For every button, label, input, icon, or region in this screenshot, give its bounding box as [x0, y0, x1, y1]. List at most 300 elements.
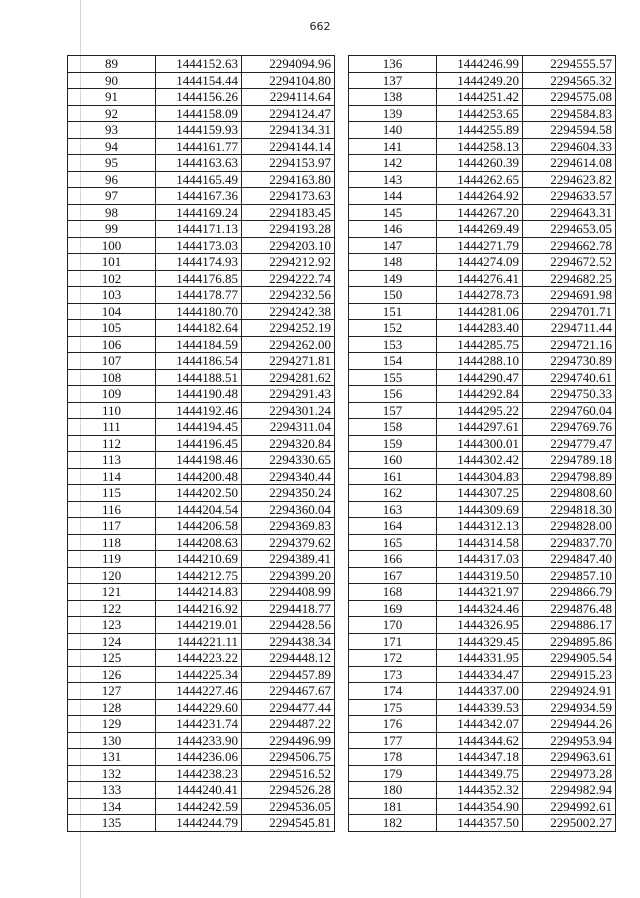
x-coordinate-cell: 1444297.61	[437, 419, 523, 436]
table-row	[349, 105, 616, 122]
x-coordinate-cell: 1444274.09	[437, 254, 523, 271]
point-number-cell: 121	[68, 584, 156, 601]
x-coordinate-cell: 1444249.20	[437, 72, 523, 89]
x-coordinate-cell: 1444204.54	[156, 501, 242, 518]
table-row	[349, 815, 616, 832]
table-row	[349, 171, 616, 188]
table-row	[68, 287, 335, 304]
point-number-cell: 100	[68, 237, 156, 254]
table-row	[68, 419, 335, 436]
table-row	[349, 270, 616, 287]
table-row	[68, 650, 335, 667]
point-number-cell: 109	[68, 386, 156, 403]
x-coordinate-cell: 1444352.32	[437, 782, 523, 799]
table-row	[349, 369, 616, 386]
x-coordinate-cell: 1444292.84	[437, 386, 523, 403]
point-number-cell: 105	[68, 320, 156, 337]
point-number-cell: 103	[68, 287, 156, 304]
point-number-cell: 140	[349, 122, 437, 139]
point-number-cell: 135	[68, 815, 156, 832]
y-coordinate-cell: 2294360.04	[242, 501, 335, 518]
point-number-cell: 149	[349, 270, 437, 287]
point-number-cell: 89	[68, 56, 156, 73]
y-coordinate-cell: 2294701.71	[523, 303, 616, 320]
y-coordinate-cell: 2294183.45	[242, 204, 335, 221]
point-number-cell: 146	[349, 221, 437, 238]
y-coordinate-cell: 2294730.89	[523, 353, 616, 370]
x-coordinate-cell: 1444242.59	[156, 798, 242, 815]
point-number-cell: 102	[68, 270, 156, 287]
point-number-cell: 145	[349, 204, 437, 221]
point-number-cell: 177	[349, 732, 437, 749]
y-coordinate-cell: 2294672.52	[523, 254, 616, 271]
y-coordinate-cell: 2294350.24	[242, 485, 335, 502]
x-coordinate-cell: 1444165.49	[156, 171, 242, 188]
point-number-cell: 110	[68, 402, 156, 419]
x-coordinate-cell: 1444194.45	[156, 419, 242, 436]
point-number-cell: 134	[68, 798, 156, 815]
y-coordinate-cell: 2294992.61	[523, 798, 616, 815]
x-coordinate-cell: 1444206.58	[156, 518, 242, 535]
x-coordinate-cell: 1444180.70	[156, 303, 242, 320]
y-coordinate-cell: 2294389.41	[242, 551, 335, 568]
point-number-cell: 98	[68, 204, 156, 221]
y-coordinate-cell: 2294281.62	[242, 369, 335, 386]
x-coordinate-cell: 1444344.62	[437, 732, 523, 749]
table-row	[349, 716, 616, 733]
x-coordinate-cell: 1444174.93	[156, 254, 242, 271]
table-row	[68, 353, 335, 370]
x-coordinate-cell: 1444285.75	[437, 336, 523, 353]
y-coordinate-cell: 2294769.76	[523, 419, 616, 436]
y-coordinate-cell: 2294487.22	[242, 716, 335, 733]
x-coordinate-cell: 1444251.42	[437, 89, 523, 106]
x-coordinate-cell: 1444319.50	[437, 567, 523, 584]
point-number-cell: 179	[349, 765, 437, 782]
y-coordinate-cell: 2294691.98	[523, 287, 616, 304]
y-coordinate-cell: 2294399.20	[242, 567, 335, 584]
point-number-cell: 160	[349, 452, 437, 469]
table-row	[68, 534, 335, 551]
x-coordinate-cell: 1444240.41	[156, 782, 242, 799]
y-coordinate-cell: 2294222.74	[242, 270, 335, 287]
point-number-cell: 120	[68, 567, 156, 584]
x-coordinate-cell: 1444167.36	[156, 188, 242, 205]
x-coordinate-cell: 1444246.99	[437, 56, 523, 73]
y-coordinate-cell: 2294438.34	[242, 633, 335, 650]
point-number-cell: 132	[68, 765, 156, 782]
table-row	[349, 534, 616, 551]
point-number-cell: 173	[349, 666, 437, 683]
point-number-cell: 182	[349, 815, 437, 832]
point-number-cell: 93	[68, 122, 156, 139]
table-row	[349, 303, 616, 320]
y-coordinate-cell: 2294291.43	[242, 386, 335, 403]
y-coordinate-cell: 2294643.31	[523, 204, 616, 221]
x-coordinate-cell: 1444300.01	[437, 435, 523, 452]
table-row	[349, 287, 616, 304]
x-coordinate-cell: 1444253.65	[437, 105, 523, 122]
table-row	[68, 122, 335, 139]
x-coordinate-cell: 1444271.79	[437, 237, 523, 254]
y-coordinate-cell: 2294876.48	[523, 600, 616, 617]
point-number-cell: 161	[349, 468, 437, 485]
y-coordinate-cell: 2294924.91	[523, 683, 616, 700]
point-number-cell: 124	[68, 633, 156, 650]
table-row	[68, 600, 335, 617]
y-coordinate-cell: 2294953.94	[523, 732, 616, 749]
y-coordinate-cell: 2294575.08	[523, 89, 616, 106]
y-coordinate-cell: 2294506.75	[242, 749, 335, 766]
y-coordinate-cell: 2294973.28	[523, 765, 616, 782]
y-coordinate-cell: 2294711.44	[523, 320, 616, 337]
x-coordinate-cell: 1444210.69	[156, 551, 242, 568]
table-row	[68, 699, 335, 716]
point-number-cell: 180	[349, 782, 437, 799]
x-coordinate-cell: 1444244.79	[156, 815, 242, 832]
table-row	[349, 221, 616, 238]
point-number-cell: 96	[68, 171, 156, 188]
point-number-cell: 92	[68, 105, 156, 122]
x-coordinate-cell: 1444200.48	[156, 468, 242, 485]
x-coordinate-cell: 1444255.89	[437, 122, 523, 139]
x-coordinate-cell: 1444173.03	[156, 237, 242, 254]
point-number-cell: 159	[349, 435, 437, 452]
table-row	[68, 501, 335, 518]
table-row	[68, 303, 335, 320]
table-row	[349, 485, 616, 502]
y-coordinate-cell: 2294614.08	[523, 155, 616, 172]
x-coordinate-cell: 1444158.09	[156, 105, 242, 122]
y-coordinate-cell: 2294271.81	[242, 353, 335, 370]
x-coordinate-cell: 1444208.63	[156, 534, 242, 551]
y-coordinate-cell: 2294915.23	[523, 666, 616, 683]
point-number-cell: 114	[68, 468, 156, 485]
table-row	[68, 551, 335, 568]
table-row	[349, 188, 616, 205]
y-coordinate-cell: 2294828.00	[523, 518, 616, 535]
point-number-cell: 143	[349, 171, 437, 188]
y-coordinate-cell: 2294242.38	[242, 303, 335, 320]
y-coordinate-cell: 2294516.52	[242, 765, 335, 782]
x-coordinate-cell: 1444156.26	[156, 89, 242, 106]
y-coordinate-cell: 2294301.24	[242, 402, 335, 419]
y-coordinate-cell: 2294134.31	[242, 122, 335, 139]
x-coordinate-cell: 1444262.65	[437, 171, 523, 188]
table-row	[68, 188, 335, 205]
table-row	[349, 782, 616, 799]
x-coordinate-cell: 1444238.23	[156, 765, 242, 782]
point-number-cell: 131	[68, 749, 156, 766]
table-row	[349, 353, 616, 370]
x-coordinate-cell: 1444223.22	[156, 650, 242, 667]
y-coordinate-cell: 2294212.92	[242, 254, 335, 271]
y-coordinate-cell: 2294232.56	[242, 287, 335, 304]
y-coordinate-cell: 2294448.12	[242, 650, 335, 667]
point-number-cell: 162	[349, 485, 437, 502]
x-coordinate-cell: 1444258.13	[437, 138, 523, 155]
table-row	[68, 798, 335, 815]
table-row	[349, 336, 616, 353]
point-number-cell: 125	[68, 650, 156, 667]
table-row	[68, 402, 335, 419]
point-number-cell: 141	[349, 138, 437, 155]
point-number-cell: 130	[68, 732, 156, 749]
point-number-cell: 153	[349, 336, 437, 353]
y-coordinate-cell: 2294104.80	[242, 72, 335, 89]
y-coordinate-cell: 2294545.81	[242, 815, 335, 832]
point-number-cell: 178	[349, 749, 437, 766]
x-coordinate-cell: 1444326.95	[437, 617, 523, 634]
x-coordinate-cell: 1444334.47	[437, 666, 523, 683]
table-row	[68, 320, 335, 337]
point-number-cell: 176	[349, 716, 437, 733]
x-coordinate-cell: 1444307.25	[437, 485, 523, 502]
point-number-cell: 168	[349, 584, 437, 601]
table-row	[349, 650, 616, 667]
point-number-cell: 157	[349, 402, 437, 419]
table-row	[68, 666, 335, 683]
table-row	[349, 633, 616, 650]
point-number-cell: 158	[349, 419, 437, 436]
point-number-cell: 101	[68, 254, 156, 271]
table-row	[68, 452, 335, 469]
point-number-cell: 94	[68, 138, 156, 155]
x-coordinate-cell: 1444161.77	[156, 138, 242, 155]
point-number-cell: 129	[68, 716, 156, 733]
point-number-cell: 97	[68, 188, 156, 205]
y-coordinate-cell: 2294847.40	[523, 551, 616, 568]
table-row	[68, 237, 335, 254]
table-row	[68, 221, 335, 238]
point-number-cell: 144	[349, 188, 437, 205]
x-coordinate-cell: 1444225.34	[156, 666, 242, 683]
table-row	[68, 155, 335, 172]
table-row	[68, 254, 335, 271]
y-coordinate-cell: 2294496.99	[242, 732, 335, 749]
table-row	[349, 204, 616, 221]
point-number-cell: 119	[68, 551, 156, 568]
y-coordinate-cell: 2294682.25	[523, 270, 616, 287]
x-coordinate-cell: 1444295.22	[437, 402, 523, 419]
y-coordinate-cell: 2294604.33	[523, 138, 616, 155]
x-coordinate-cell: 1444317.03	[437, 551, 523, 568]
point-number-cell: 123	[68, 617, 156, 634]
point-number-cell: 108	[68, 369, 156, 386]
table-row	[68, 617, 335, 634]
point-number-cell: 137	[349, 72, 437, 89]
x-coordinate-cell: 1444331.95	[437, 650, 523, 667]
point-number-cell: 138	[349, 89, 437, 106]
x-coordinate-cell: 1444347.18	[437, 749, 523, 766]
x-coordinate-cell: 1444178.77	[156, 287, 242, 304]
y-coordinate-cell: 2294934.59	[523, 699, 616, 716]
x-coordinate-cell: 1444324.46	[437, 600, 523, 617]
x-coordinate-cell: 1444329.45	[437, 633, 523, 650]
table-row	[68, 815, 335, 832]
x-coordinate-cell: 1444212.75	[156, 567, 242, 584]
point-number-cell: 174	[349, 683, 437, 700]
y-coordinate-cell: 2294798.89	[523, 468, 616, 485]
table-row	[349, 468, 616, 485]
point-number-cell: 118	[68, 534, 156, 551]
point-number-cell: 170	[349, 617, 437, 634]
table-row	[68, 584, 335, 601]
table-row	[68, 89, 335, 106]
x-coordinate-cell: 1444202.50	[156, 485, 242, 502]
table-row	[68, 518, 335, 535]
table-row	[349, 237, 616, 254]
x-coordinate-cell: 1444283.40	[437, 320, 523, 337]
table-row	[349, 452, 616, 469]
point-number-cell: 147	[349, 237, 437, 254]
x-coordinate-cell: 1444214.83	[156, 584, 242, 601]
y-coordinate-cell: 2294477.44	[242, 699, 335, 716]
point-number-cell: 167	[349, 567, 437, 584]
x-coordinate-cell: 1444196.45	[156, 435, 242, 452]
point-number-cell: 136	[349, 56, 437, 73]
x-coordinate-cell: 1444312.13	[437, 518, 523, 535]
y-coordinate-cell: 2294584.83	[523, 105, 616, 122]
y-coordinate-cell: 2294418.77	[242, 600, 335, 617]
y-coordinate-cell: 2295002.27	[523, 815, 616, 832]
y-coordinate-cell: 2294252.19	[242, 320, 335, 337]
point-number-cell: 117	[68, 518, 156, 535]
point-number-cell: 115	[68, 485, 156, 502]
y-coordinate-cell: 2294536.05	[242, 798, 335, 815]
y-coordinate-cell: 2294594.58	[523, 122, 616, 139]
table-row	[349, 567, 616, 584]
y-coordinate-cell: 2294837.70	[523, 534, 616, 551]
x-coordinate-cell: 1444182.64	[156, 320, 242, 337]
y-coordinate-cell: 2294555.57	[523, 56, 616, 73]
point-number-cell: 150	[349, 287, 437, 304]
table-row	[349, 419, 616, 436]
table-row	[68, 485, 335, 502]
point-number-cell: 111	[68, 419, 156, 436]
point-number-cell: 171	[349, 633, 437, 650]
table-row	[68, 716, 335, 733]
point-number-cell: 90	[68, 72, 156, 89]
point-number-cell: 165	[349, 534, 437, 551]
x-coordinate-cell: 1444219.01	[156, 617, 242, 634]
table-row	[349, 617, 616, 634]
x-coordinate-cell: 1444192.46	[156, 402, 242, 419]
y-coordinate-cell: 2294662.78	[523, 237, 616, 254]
table-row	[349, 138, 616, 155]
table-row	[68, 336, 335, 353]
x-coordinate-cell: 1444171.13	[156, 221, 242, 238]
y-coordinate-cell: 2294633.57	[523, 188, 616, 205]
y-coordinate-cell: 2294428.56	[242, 617, 335, 634]
table-row	[349, 600, 616, 617]
table-row	[68, 468, 335, 485]
table-row	[349, 501, 616, 518]
y-coordinate-cell: 2294526.28	[242, 782, 335, 799]
point-number-cell: 142	[349, 155, 437, 172]
table-row	[349, 666, 616, 683]
y-coordinate-cell: 2294653.05	[523, 221, 616, 238]
point-number-cell: 152	[349, 320, 437, 337]
point-number-cell: 139	[349, 105, 437, 122]
x-coordinate-cell: 1444342.07	[437, 716, 523, 733]
y-coordinate-cell: 2294320.84	[242, 435, 335, 452]
table-row	[349, 683, 616, 700]
x-coordinate-cell: 1444169.24	[156, 204, 242, 221]
x-coordinate-cell: 1444288.10	[437, 353, 523, 370]
x-coordinate-cell: 1444314.58	[437, 534, 523, 551]
x-coordinate-cell: 1444321.97	[437, 584, 523, 601]
x-coordinate-cell: 1444216.92	[156, 600, 242, 617]
table-row	[349, 584, 616, 601]
point-number-cell: 166	[349, 551, 437, 568]
point-number-cell: 181	[349, 798, 437, 815]
y-coordinate-cell: 2294944.26	[523, 716, 616, 733]
y-coordinate-cell: 2294262.00	[242, 336, 335, 353]
y-coordinate-cell: 2294789.18	[523, 452, 616, 469]
x-coordinate-cell: 1444152.63	[156, 56, 242, 73]
y-coordinate-cell: 2294193.28	[242, 221, 335, 238]
table-row	[68, 204, 335, 221]
y-coordinate-cell: 2294094.96	[242, 56, 335, 73]
x-coordinate-cell: 1444357.50	[437, 815, 523, 832]
y-coordinate-cell: 2294866.79	[523, 584, 616, 601]
y-coordinate-cell: 2294721.16	[523, 336, 616, 353]
x-coordinate-cell: 1444349.75	[437, 765, 523, 782]
point-number-cell: 128	[68, 699, 156, 716]
point-number-cell: 127	[68, 683, 156, 700]
table-row	[349, 402, 616, 419]
x-coordinate-cell: 1444281.06	[437, 303, 523, 320]
x-coordinate-cell: 1444229.60	[156, 699, 242, 716]
y-coordinate-cell: 2294808.60	[523, 485, 616, 502]
point-number-cell: 163	[349, 501, 437, 518]
x-coordinate-cell: 1444264.92	[437, 188, 523, 205]
y-coordinate-cell: 2294905.54	[523, 650, 616, 667]
table-row	[68, 732, 335, 749]
x-coordinate-cell: 1444276.41	[437, 270, 523, 287]
x-coordinate-cell: 1444198.46	[156, 452, 242, 469]
y-coordinate-cell: 2294886.17	[523, 617, 616, 634]
table-row	[68, 270, 335, 287]
point-number-cell: 156	[349, 386, 437, 403]
table-row	[68, 765, 335, 782]
x-coordinate-cell: 1444221.11	[156, 633, 242, 650]
point-number-cell: 133	[68, 782, 156, 799]
x-coordinate-cell: 1444304.83	[437, 468, 523, 485]
point-number-cell: 116	[68, 501, 156, 518]
table-row	[349, 89, 616, 106]
table-row	[68, 386, 335, 403]
table-row	[349, 155, 616, 172]
x-coordinate-cell: 1444186.54	[156, 353, 242, 370]
table-row	[349, 320, 616, 337]
table-row	[68, 56, 335, 73]
point-number-cell: 148	[349, 254, 437, 271]
table-row	[349, 254, 616, 271]
y-coordinate-cell: 2294114.64	[242, 89, 335, 106]
table-row	[68, 633, 335, 650]
table-row	[68, 749, 335, 766]
table-row	[349, 122, 616, 139]
x-coordinate-cell: 1444278.73	[437, 287, 523, 304]
point-number-cell: 155	[349, 369, 437, 386]
y-coordinate-cell: 2294203.10	[242, 237, 335, 254]
table-row	[68, 105, 335, 122]
y-coordinate-cell: 2294311.04	[242, 419, 335, 436]
coordinates-table-right	[348, 55, 616, 832]
point-number-cell: 172	[349, 650, 437, 667]
